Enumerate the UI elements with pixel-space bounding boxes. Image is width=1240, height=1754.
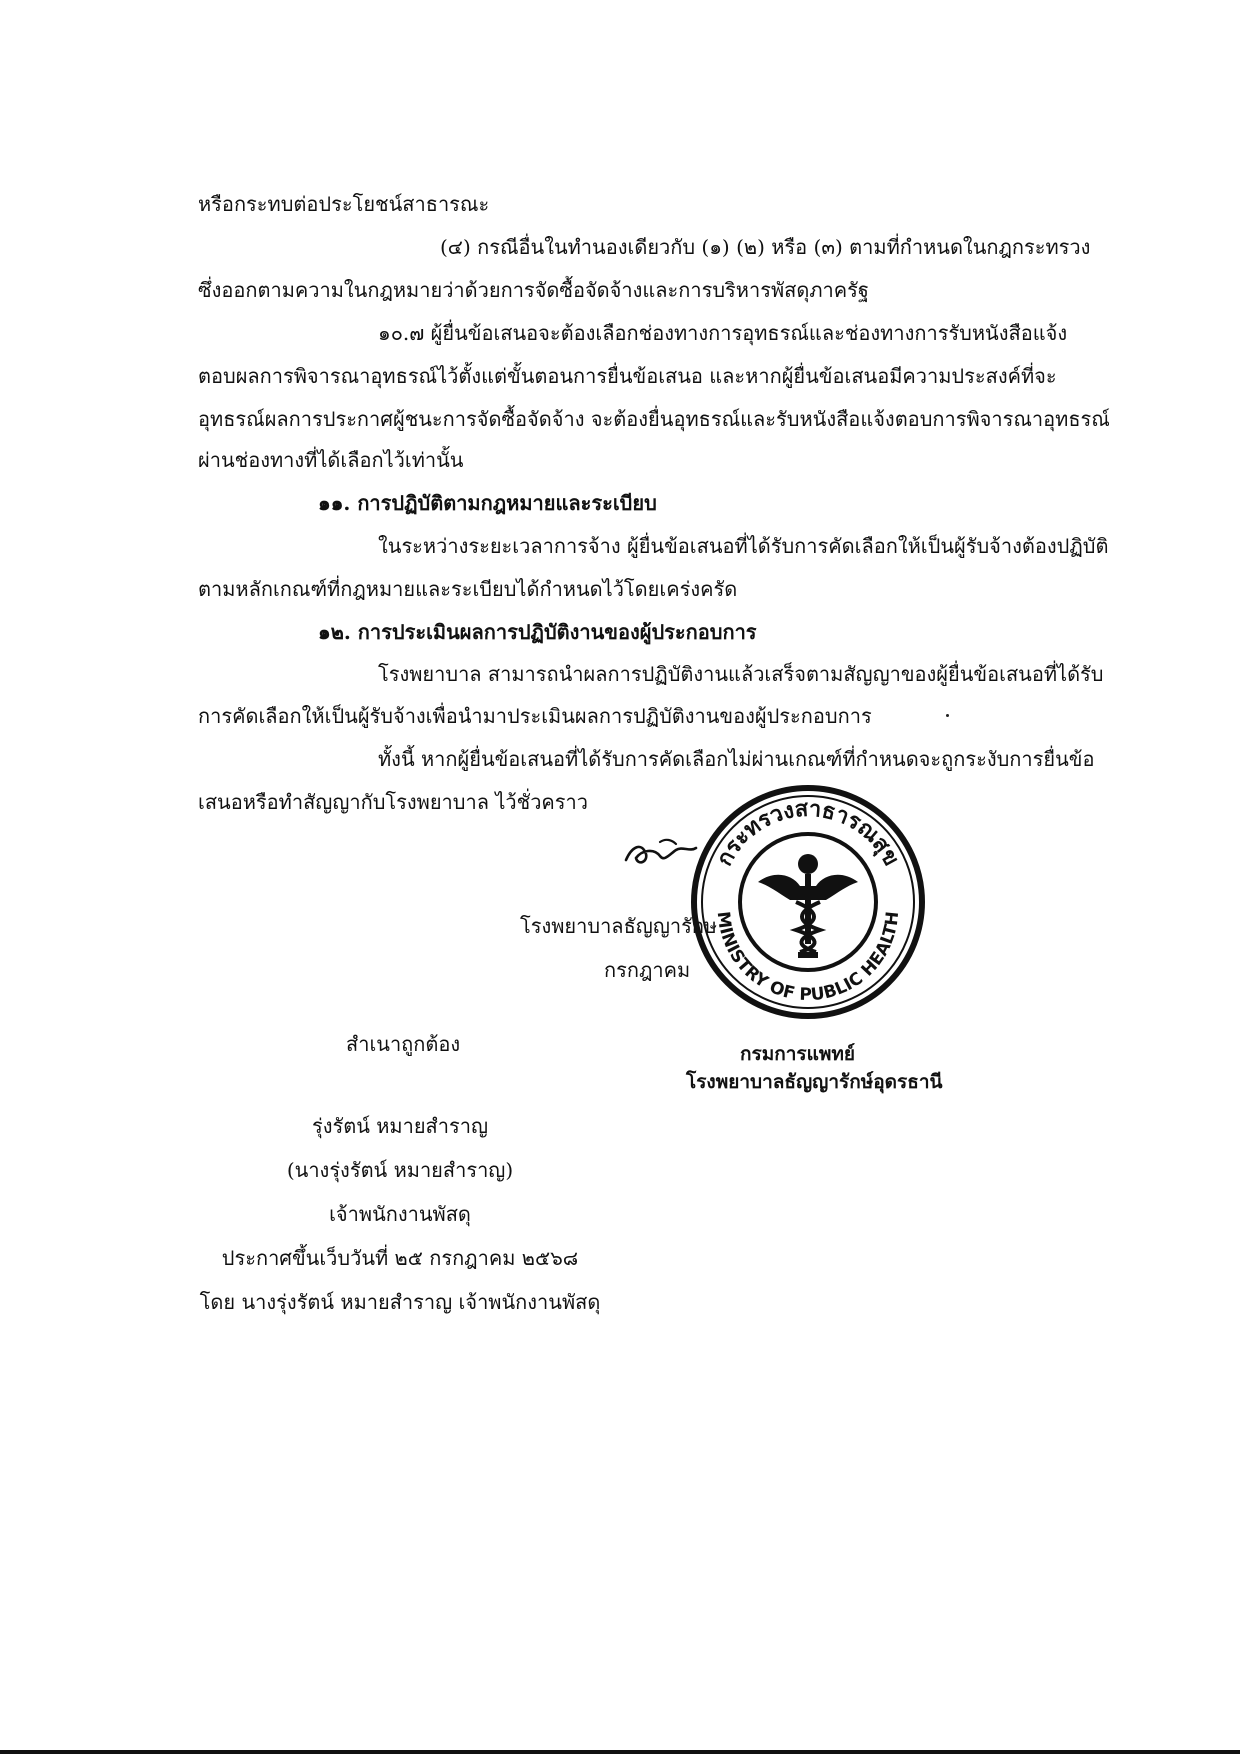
officer-full-name: (นางรุ่งรัตน์ หมายสำราญ)	[286, 1158, 514, 1182]
dept-stamp-line-2: โรงพยาบาลธัญญารักษ์อุดรธานี	[686, 1071, 943, 1093]
text-line: ซึ่งออกตามความในกฎหมายว่าด้วยการจัดซื้อจัดจ้างและการบริหารพัสดุภาครัฐ	[198, 278, 869, 302]
signing-date: กรกฎาคม	[604, 958, 691, 982]
text-line: ผ่านช่องทางที่ได้เลือกไว้เท่านั้น	[198, 448, 464, 472]
section-heading: ๑๑. การปฏิบัติตามกฎหมายและระเบียบ	[318, 491, 657, 515]
text-line: หรือกระทบต่อประโยชน์สาธารณะ	[198, 192, 490, 216]
text-line: ทั้งนี้ หากผู้ยื่นข้อเสนอที่ได้รับการคัดเลือกไม่ผ่านเกณฑ์ที่กำหนดจะถูกระงับการยื่นข้อ	[378, 747, 1095, 771]
text-line: อุทธรณ์ผลการประกาศผู้ชนะการจัดซื้อจัดจ้าง จะต้องยื่นอุทธรณ์และรับหนังสือแจ้งตอบการพิจารณาอุทธรณ์	[198, 407, 1110, 431]
text-line: ๑๐.๗ ผู้ยื่นข้อเสนอจะต้องเลือกช่องทางการอุทธรณ์และช่องทางการรับหนังสือแจ้ง	[378, 321, 1068, 345]
section-heading: ๑๒. การประเมินผลการปฏิบัติงานของผู้ประกอบการ	[318, 620, 757, 644]
officer-name: รุ่งรัตน์ หมายสำราญ	[311, 1114, 489, 1138]
posted-date: ประกาศขึ้นเว็บวันที่ ๒๕ กรกฎาคม ๒๕๖๘	[221, 1246, 579, 1270]
seal-bottom-text: MINISTRY OF PUBLIC HEALTH	[712, 910, 904, 1006]
seal-top-text: กระทรวงสาธารณสุข	[712, 796, 904, 871]
posted-by: โดย นางรุ่งรัตน์ หมายสำราญ เจ้าพนักงานพัสดุ	[199, 1290, 601, 1314]
officer-title: เจ้าพนักงานพัสดุ	[329, 1202, 471, 1226]
dept-stamp-line-1: กรมการแพทย์	[740, 1043, 856, 1065]
caduceus-eagle-icon	[758, 854, 858, 958]
signing-org: โรงพยาบาลธัญญารักษ	[520, 914, 718, 938]
scan-edge-line	[0, 1750, 1240, 1754]
ministry-seal	[688, 782, 928, 1022]
text-line: การคัดเลือกให้เป็นผู้รับจ้างเพื่อนำมาประเมินผลการปฏิบัติงานของผู้ประกอบการ	[198, 704, 872, 728]
ink-dot	[946, 714, 949, 717]
certified-copy-label: สำเนาถูกต้อง	[346, 1032, 461, 1056]
text-line: (๔) กรณีอื่นในทำนองเดียวกับ (๑) (๒) หรือ (๓) ตามที่กำหนดในกฎกระทรวง	[440, 235, 1091, 259]
text-line: เสนอหรือทำสัญญากับโรงพยาบาล ไว้ชั่วคราว	[198, 790, 588, 814]
text-line: ตามหลักเกณฑ์ที่กฎหมายและระเบียบได้กำหนดไว้โดยเคร่งครัด	[198, 577, 738, 601]
text-line: โรงพยาบาล สามารถนำผลการปฏิบัติงานแล้วเสร็จตามสัญญาของผู้ยื่นข้อเสนอที่ได้รับ	[378, 662, 1104, 686]
seal-graphic	[688, 782, 928, 1022]
text-line: ในระหว่างระยะเวลาการจ้าง ผู้ยื่นข้อเสนอที่ได้รับการคัดเลือกให้เป็นผู้รับจ้างต้องปฏิบัติ	[378, 534, 1109, 558]
text-line: ตอบผลการพิจารณาอุทธรณ์ไว้ตั้งแต่ขั้นตอนการยื่นข้อเสนอ และหากผู้ยื่นข้อเสนอมีความประสงค์ที่จะ	[198, 364, 1057, 388]
